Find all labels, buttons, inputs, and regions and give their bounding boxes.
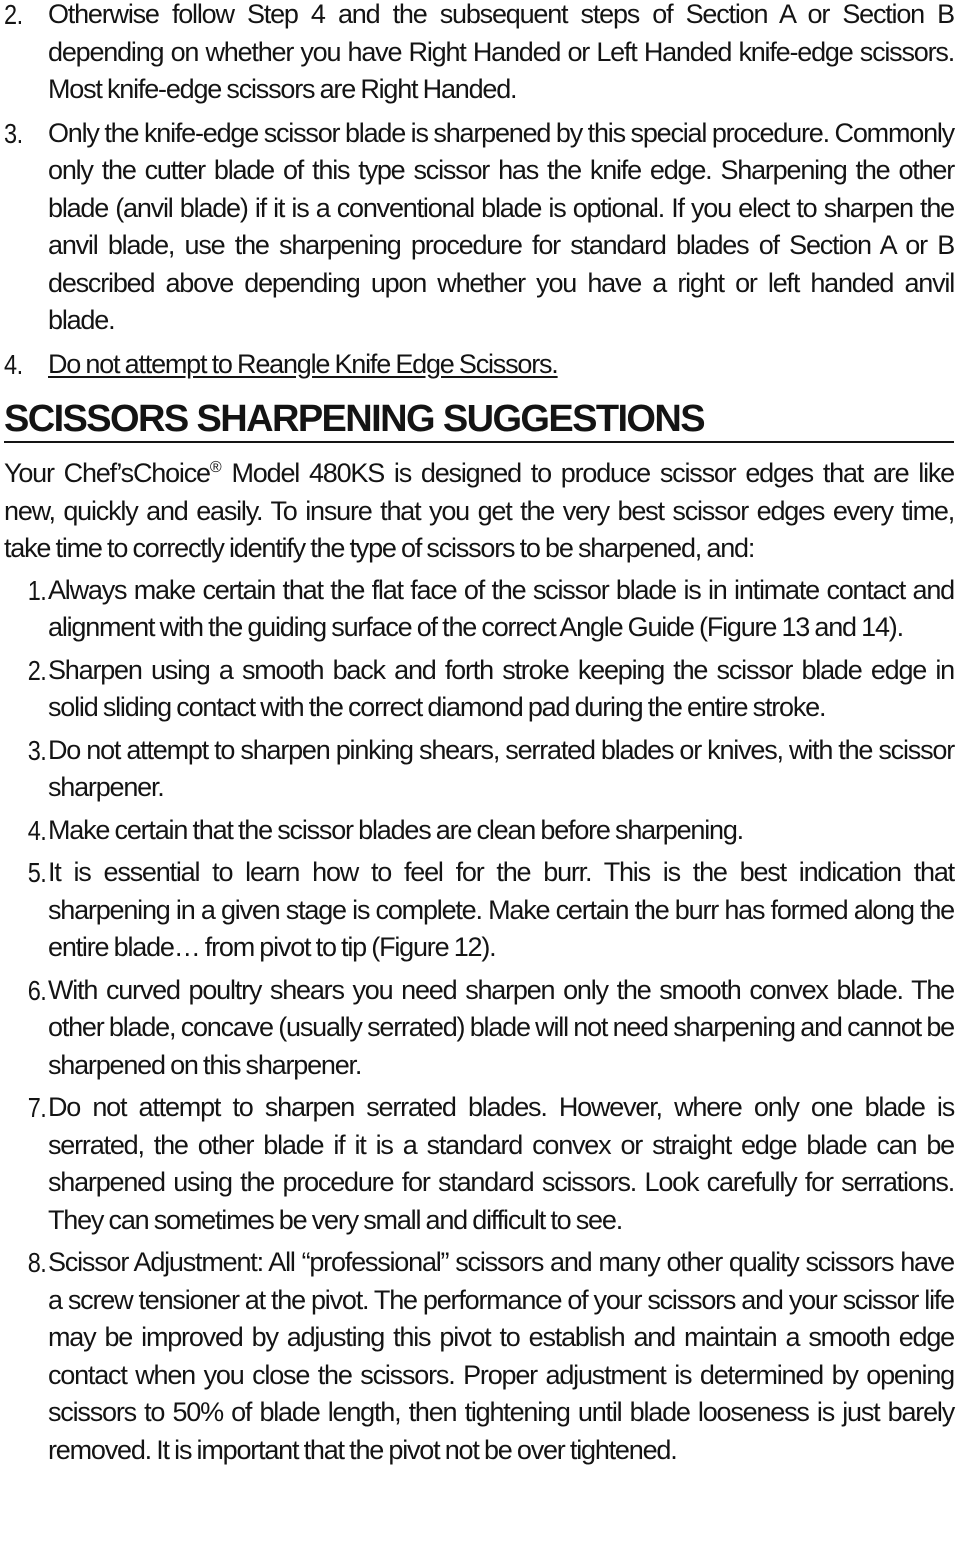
list-item: [4, 1089, 954, 1239]
suggestion-number: 1.: [27, 574, 47, 606]
suggestion-text: With curved poultry shears you need sharpen only the smooth convex blade. The other blade, concave (usually serrated) blade will not need sharpening and cannot be sharpened on this sharpener.: [48, 974, 954, 1080]
list-item: [4, 115, 954, 340]
suggestion-number: 2.: [27, 654, 47, 686]
list-item: [4, 972, 954, 1085]
suggestion-text: It is essential to learn how to feel for the burr. This is the best indication that sharpening in a given stage is complete. Make certain the burr has formed along the entire blade… from pivot to tip (Figure 12).: [48, 857, 954, 962]
suggestion-number: 5.: [27, 857, 47, 888]
section-intro: [4, 449, 954, 568]
suggestion-number: 4.: [27, 814, 47, 846]
suggestions-list: [4, 572, 954, 1470]
section-heading: SCISSORS SHARPENING SUGGESTIONS: [4, 397, 954, 443]
list-item: [4, 0, 954, 109]
knife-edge-steps-list: [4, 0, 954, 383]
suggestion-text: Do not attempt to sharpen pinking shears, serrated blades or knives, with the scissor sharpener.: [48, 734, 954, 802]
list-item: [4, 652, 954, 727]
list-item: [4, 854, 954, 967]
suggestion-number: 8.: [27, 1247, 47, 1278]
step-text: Otherwise follow Step 4 and the subsequent steps of Section A or Section B depending on whether you have Right Handed or Left Handed knife-edge scissors. Most knife-edge scissors are Right Handed.: [48, 0, 954, 104]
intro-text-start: Your Chef’sChoice: [4, 458, 210, 488]
step-number: 2.: [4, 0, 23, 30]
step-text: Only the knife-edge scissor blade is sharpened by this special procedure. Commonly only the cutter blade of this type scissor has the knife edge. Sharpening the other blade (anvil blade) if it is a conventional blade is optional. If you elect to sharpen the anvil blade, use the sharpening procedure for standard blades of Section A or B described above depending upon whether you have a right or left handed anvil blade.: [48, 117, 954, 335]
list-item: [4, 732, 954, 807]
list-item: [4, 572, 954, 647]
step-number: 3.: [4, 117, 23, 149]
suggestion-text: Scissor Adjustment: All “professional” scissors and many other quality scissors have a screw tensioner at the pivot. The performance of your scissors and your scissor life may be improved by adjusting this pivot to establish and maintain a smooth edge contact when you close the scissors. Proper adjustment is determined by opening scissors to 50% of blade length, then tightening until blade looseness is just barely removed. It is important that the pivot not be over tightened.: [48, 1247, 954, 1465]
step-number: 4.: [4, 348, 23, 380]
list-item: [4, 812, 954, 850]
suggestion-text: Always make certain that the flat face of the scissor blade is in intimate contact and alignment with the guiding surface of the correct Angle Guide (Figure 13 and 14).: [48, 574, 954, 642]
suggestion-number: 3.: [27, 734, 47, 766]
suggestion-text: Do not attempt to sharpen serrated blades. However, where only one blade is serrated, the other blade if it is a standard convex or straight edge blade can be sharpened using the procedure for standard scissors. Look carefully for serrations. They can sometimes be very small and difficult to see.: [48, 1092, 954, 1235]
suggestion-text: Make certain that the scissor blades are clean before sharpening.: [48, 814, 743, 845]
suggestion-number: 7.: [27, 1092, 47, 1123]
suggestion-number: 6.: [27, 974, 47, 1006]
list-item: [4, 346, 954, 384]
suggestion-text: Sharpen using a smooth back and forth stroke keeping the scissor blade edge in solid sliding contact with the correct diamond pad during the entire stroke.: [48, 654, 954, 722]
step-text-warning: Do not attempt to Reangle Knife Edge Scissors.: [48, 348, 558, 379]
intro-text-rest: Model 480KS is designed to produce scissor edges that are like new, quickly and easily. To insure that you get the very best scissor edges every time, take time to correctly identify the type of scissors to be sharpened, and:: [4, 458, 954, 563]
list-item: [4, 1244, 954, 1469]
registered-mark: ®: [209, 459, 222, 476]
